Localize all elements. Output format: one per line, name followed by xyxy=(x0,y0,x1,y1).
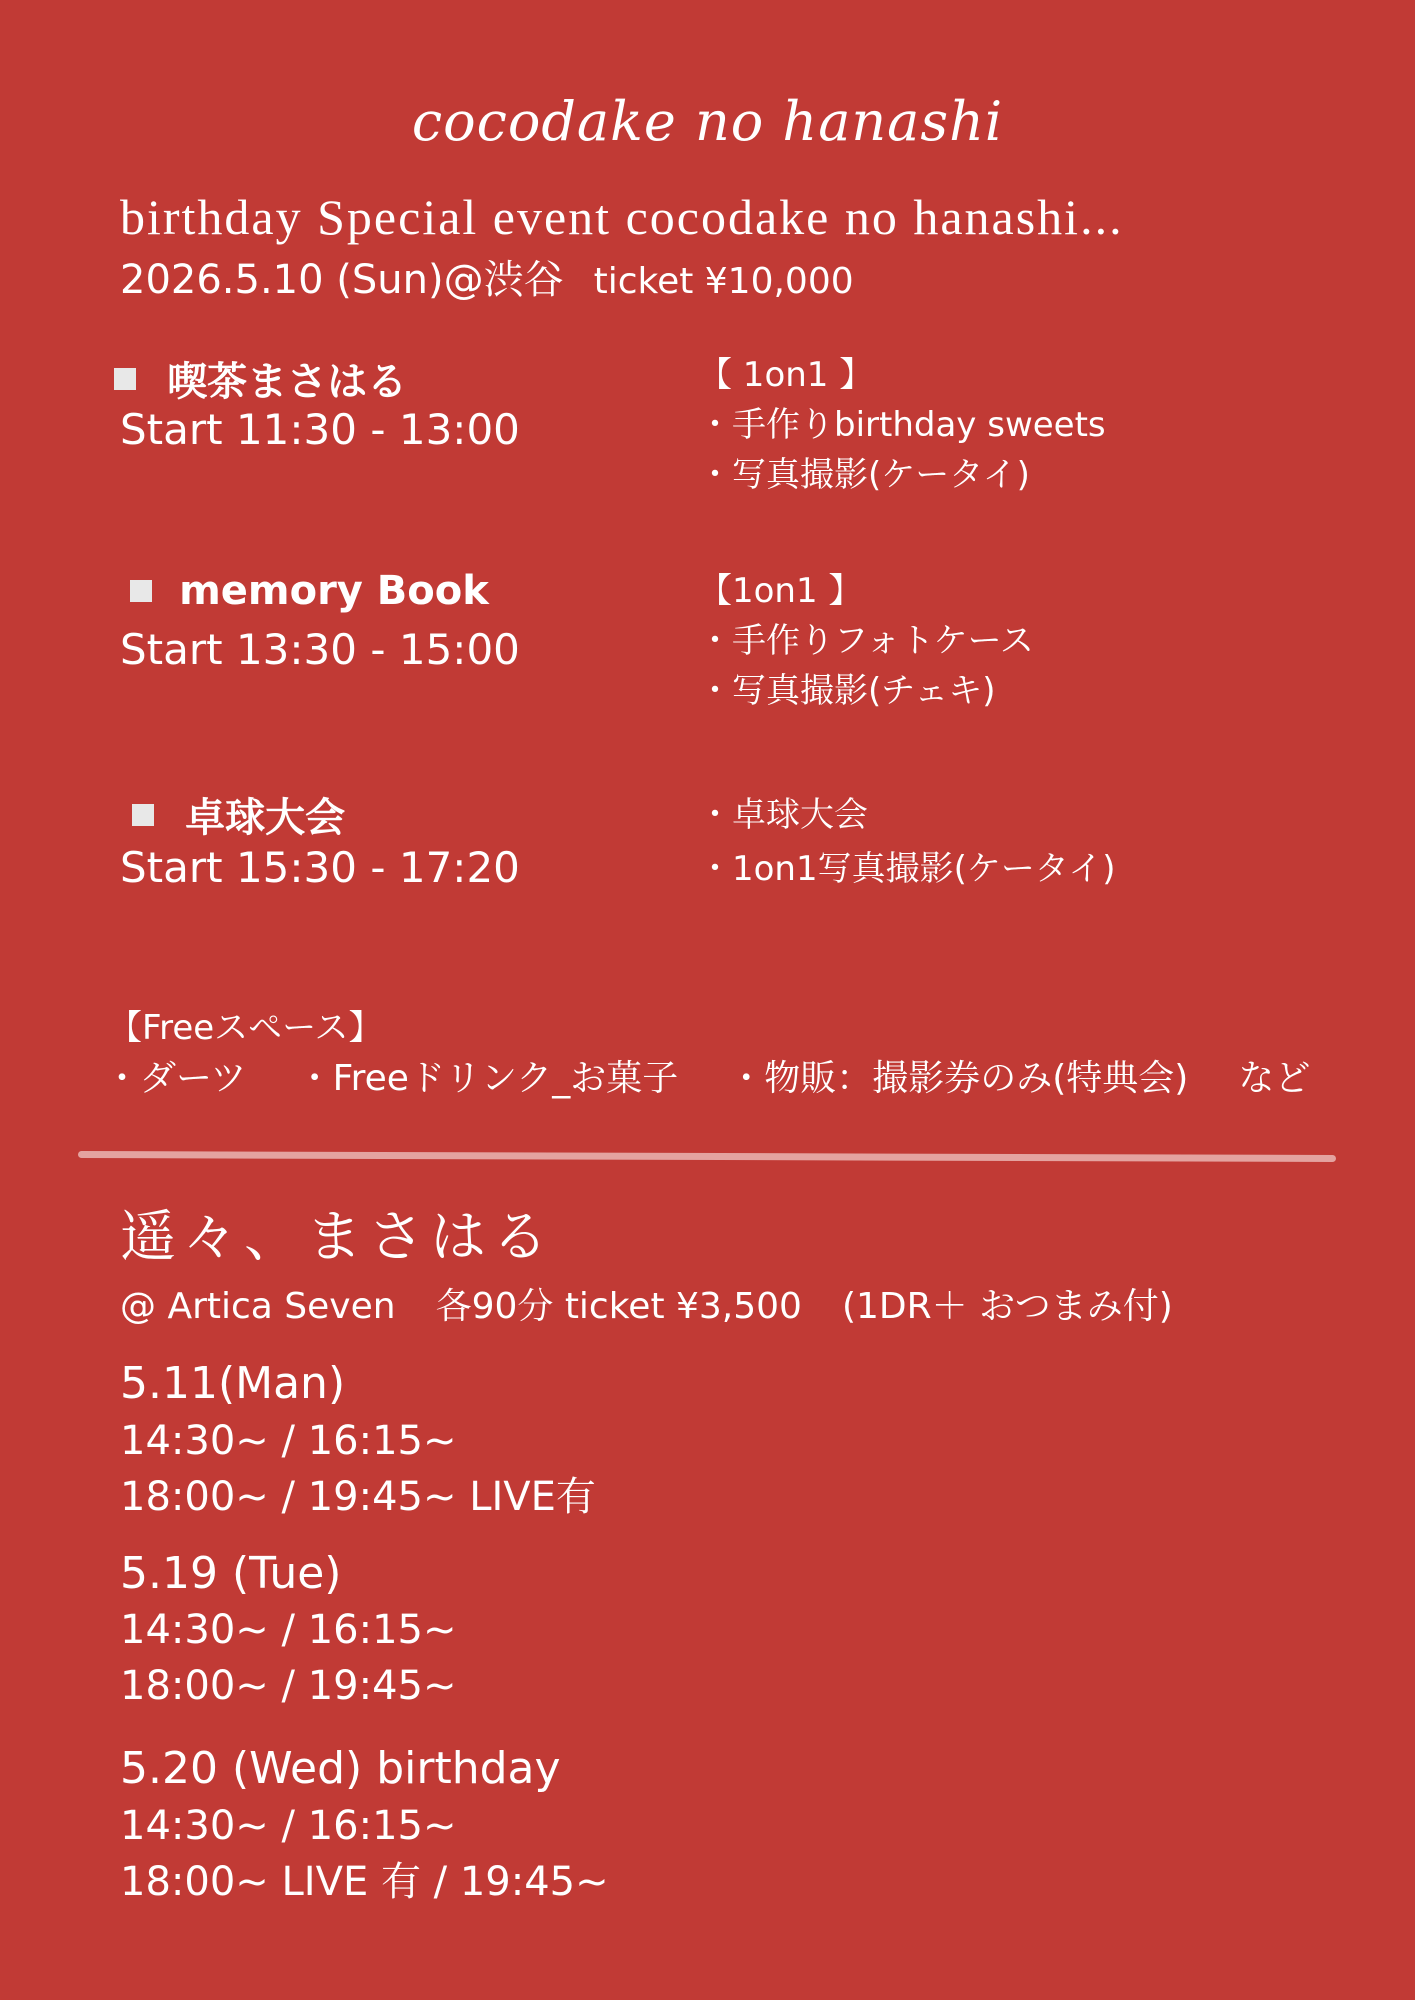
date-venue-line xyxy=(120,248,854,305)
detail-line: ・写真撮影(チェキ) xyxy=(698,671,996,711)
free-item: ・Freeドリンク_お菓子 xyxy=(296,1058,679,1099)
session-2-heading xyxy=(130,568,489,614)
event-logo: cocodake no hanashi xyxy=(411,90,1004,153)
event-headline: birthday Special event cocodake no hanashi... xyxy=(120,189,1124,245)
day-label: 5.11(Man) xyxy=(120,1358,346,1409)
event2-ticket: 各90分 ticket ¥3,500 xyxy=(435,1286,802,1327)
session-name: memory Book xyxy=(179,568,489,614)
time-slot: 18:00~ / 19:45~ xyxy=(120,1663,457,1709)
session-1-time: Start 11:30 - 13:00 xyxy=(120,405,520,454)
event-date: 2026.5.10 (Sun)@渋谷 xyxy=(120,257,564,303)
detail-line: ・写真撮影(ケータイ) xyxy=(698,455,1030,495)
day-label: 5.20 (Wed) birthday xyxy=(120,1743,561,1794)
session-2-details xyxy=(698,566,1034,716)
session-1-heading xyxy=(114,350,407,407)
event2-title: 遥々、まさはる xyxy=(120,1205,554,1270)
section-divider xyxy=(78,1151,1336,1162)
detail-line: 【1on1 】 xyxy=(698,571,863,611)
session-3-details xyxy=(698,790,1115,894)
detail-line: ・1on1写真撮影(ケータイ) xyxy=(698,849,1116,889)
session-3-time: Start 15:30 - 17:20 xyxy=(120,843,520,892)
time-slot: 14:30~ / 16:15~ xyxy=(120,1803,457,1849)
event2-venue: @ Artica Seven xyxy=(120,1286,396,1327)
free-item: ・物販：撮影券のみ(特典会) xyxy=(728,1058,1189,1099)
session-name: 卓球大会 xyxy=(185,795,346,841)
session-1-details xyxy=(698,350,1106,500)
time-slot: 14:30~ / 16:15~ xyxy=(120,1418,457,1464)
free-space-items xyxy=(104,1050,1310,1101)
event2-venue-line xyxy=(120,1278,1173,1329)
time-slot: 18:00~ / 19:45~ LIVE有 xyxy=(120,1474,596,1520)
free-item: ・ダーツ xyxy=(104,1058,247,1099)
ticket-price: ticket ¥10,000 xyxy=(593,261,854,302)
time-slot: 14:30~ / 16:15~ xyxy=(120,1607,457,1653)
free-space-title: 【Freeスペース】 xyxy=(108,1008,383,1048)
session-2-time: Start 13:30 - 15:00 xyxy=(120,625,520,674)
detail-line: ・手作りbirthday sweets xyxy=(698,405,1106,445)
event2-day-1 xyxy=(120,1355,596,1525)
day-label: 5.19 (Tue) xyxy=(120,1548,342,1599)
event2-day-2 xyxy=(120,1546,456,1714)
session-3-heading xyxy=(132,786,345,843)
detail-line: ・卓球大会 xyxy=(698,795,868,835)
detail-line: ・手作りフォトケース xyxy=(698,621,1034,661)
square-bullet-icon xyxy=(114,368,136,390)
time-slot: 18:00~ LIVE 有 / 19:45~ xyxy=(120,1859,609,1905)
event2-day-3 xyxy=(120,1740,609,1910)
session-name: 喫茶まさはる xyxy=(167,359,408,405)
square-bullet-icon xyxy=(130,580,152,602)
square-bullet-icon xyxy=(132,804,154,826)
detail-line: 【 1on1 】 xyxy=(698,355,874,395)
free-item: など xyxy=(1238,1058,1311,1099)
event2-includes: (1DR＋ おつまみ付) xyxy=(841,1286,1173,1327)
